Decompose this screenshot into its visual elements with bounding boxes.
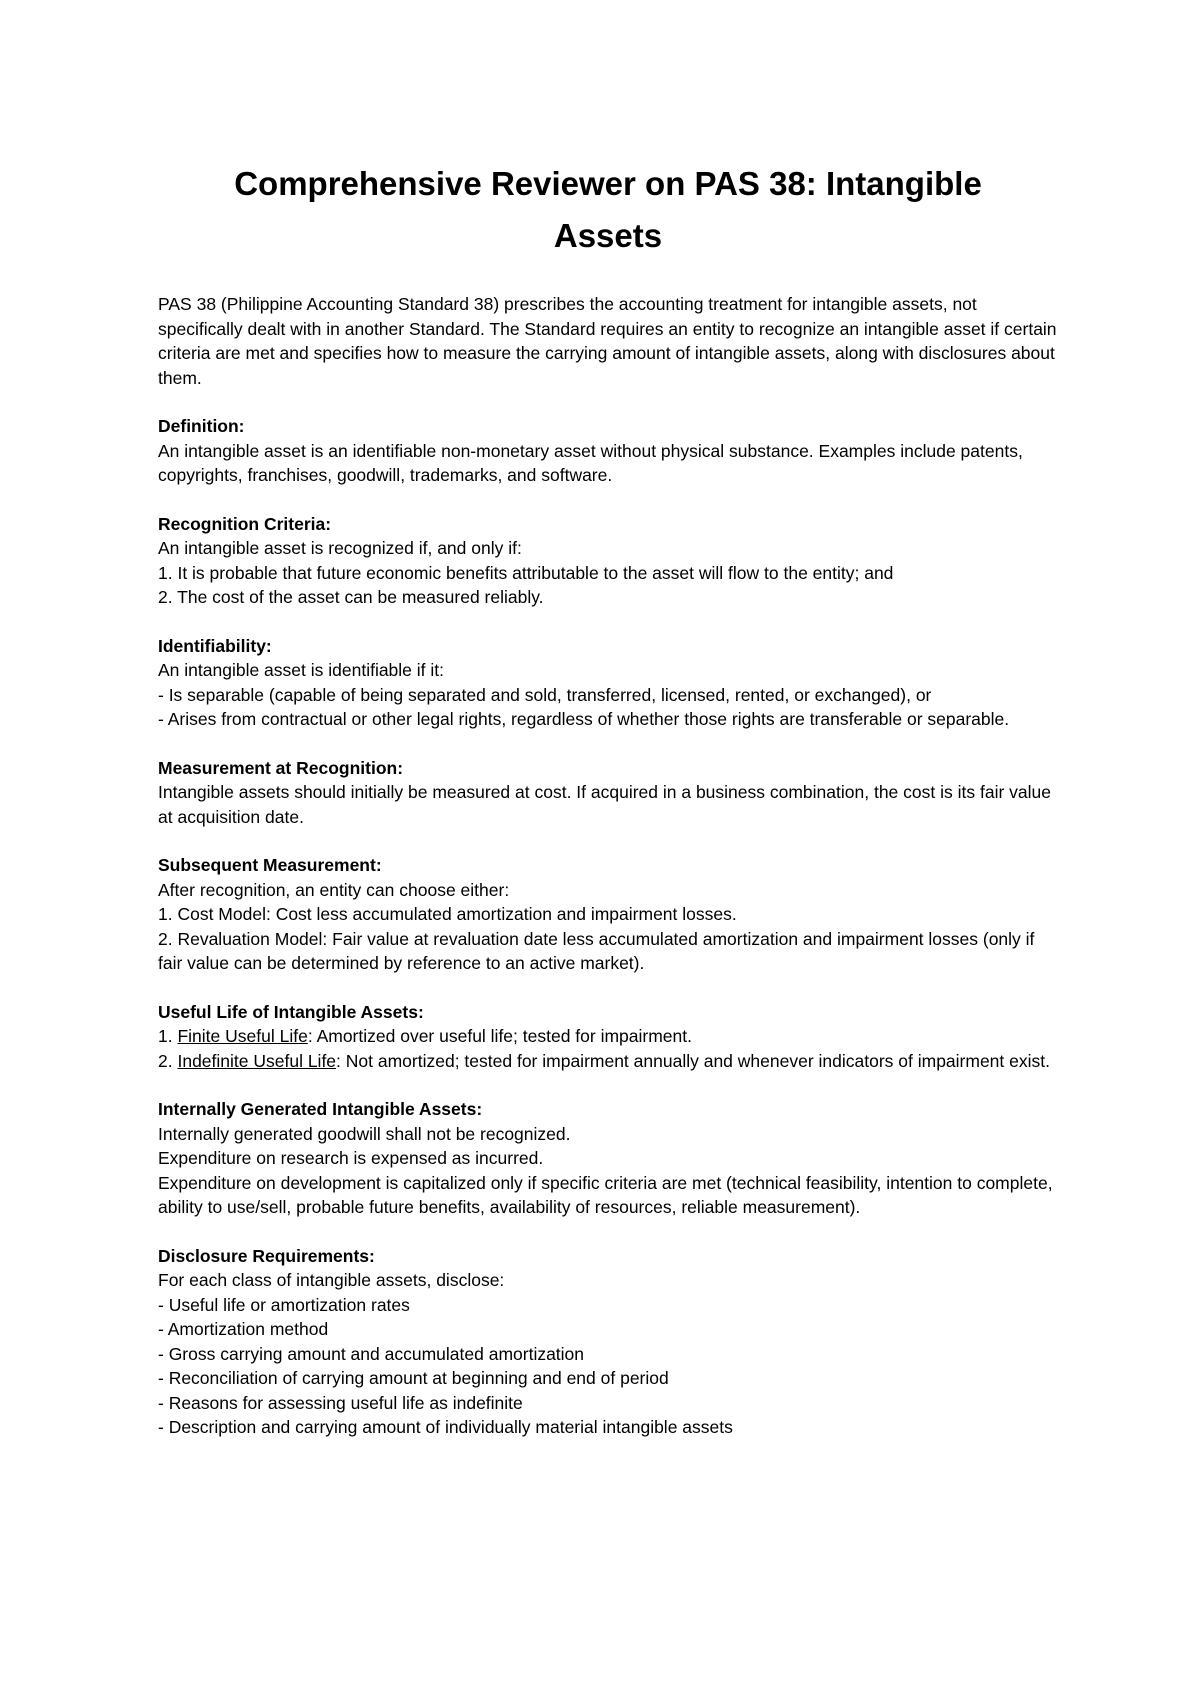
- item-number: 1.: [158, 1026, 178, 1046]
- disclosure-line: - Amortization method: [158, 1319, 329, 1339]
- measurement-recognition-section: [158, 756, 1058, 830]
- identifiability-line: An intangible asset is identifiable if it:: [158, 660, 444, 680]
- document-page: [158, 158, 1058, 1464]
- recognition-line: An intangible asset is recognized if, and only if:: [158, 538, 522, 558]
- item-number: 2.: [158, 1050, 178, 1071]
- disclosure-line: - Useful life or amortization rates: [158, 1294, 410, 1315]
- disclosure-line: - Description and carrying amount of individually material intangible assets: [158, 1417, 733, 1437]
- identifiability-heading: Identifiability:: [158, 635, 272, 656]
- disclosure-line: - Gross carrying amount and accumulated amortization: [158, 1343, 585, 1364]
- identifiability-section: [158, 634, 1058, 732]
- internally-generated-line: Internally generated goodwill shall not be recognized.: [158, 1123, 571, 1144]
- finite-useful-life-term: Finite Useful Life: [177, 1026, 308, 1046]
- disclosure-heading: Disclosure Requirements:: [158, 1245, 375, 1266]
- definition-section: [158, 414, 1058, 488]
- disclosure-section: [158, 1244, 1058, 1440]
- indefinite-useful-life-description: : Not amortized; tested for impairment annually and whenever indicators of impairment exist.: [336, 1050, 1050, 1071]
- subsequent-measurement-heading: Subsequent Measurement:: [158, 855, 382, 875]
- indefinite-useful-life-term: Indefinite Useful Life: [177, 1050, 337, 1071]
- identifiability-line: - Arises from contractual or other legal rights, regardless of whether those rights are transferable or separable.: [158, 709, 1010, 729]
- subsequent-measurement-section: [158, 853, 1058, 976]
- useful-life-item-indefinite: [158, 1049, 1058, 1074]
- subsequent-measurement-line: After recognition, an entity can choose either:: [158, 879, 510, 900]
- internally-generated-section: [158, 1097, 1058, 1220]
- internally-generated-line: Expenditure on research is expensed as incurred.: [158, 1148, 544, 1168]
- subsequent-measurement-line: 2. Revaluation Model: Fair value at revaluation date less accumulated amortization and impairment losses (only if fair value can be determined by reference to an active market).: [158, 928, 1035, 973]
- recognition-line: 2. The cost of the asset can be measured reliably.: [158, 587, 544, 607]
- recognition-line: 1. It is probable that future economic benefits attributable to the asset will flow to the entity; and: [158, 562, 894, 583]
- useful-life-heading: Useful Life of Intangible Assets:: [158, 1001, 424, 1022]
- measurement-recognition-text: Intangible assets should initially be measured at cost. If acquired in a business combination, the cost is its fair value at acquisition date.: [158, 782, 1051, 827]
- subsequent-measurement-line: 1. Cost Model: Cost less accumulated amortization and impairment losses.: [158, 904, 737, 924]
- useful-life-section: [158, 1000, 1058, 1074]
- disclosure-line: - Reconciliation of carrying amount at beginning and end of period: [158, 1368, 669, 1388]
- recognition-section: [158, 512, 1058, 610]
- intro-paragraph: PAS 38 (Philippine Accounting Standard 38) prescribes the accounting treatment for intangible assets, not specifically dealt with in another Standard. The Standard requires an entity to recognize an intangible asset if certain criteria are met and specifies how to measure the carrying amount of intangible assets, along with disclosures about them.: [158, 294, 1057, 388]
- document-title: Comprehensive Reviewer on PAS 38: Intangible Assets: [234, 165, 982, 254]
- identifiability-line: - Is separable (capable of being separated and sold, transferred, licensed, rented, or exchanged), or: [158, 684, 932, 705]
- definition-text: An intangible asset is an identifiable non-monetary asset without physical substance. Examples include patents, copyrights, franchises, goodwill, trademarks, and software.: [158, 440, 1023, 485]
- internally-generated-heading: Internally Generated Intangible Assets:: [158, 1099, 483, 1119]
- measurement-recognition-heading: Measurement at Recognition:: [158, 757, 404, 778]
- disclosure-line: For each class of intangible assets, disclose:: [158, 1270, 505, 1290]
- useful-life-item-finite: [158, 1024, 1058, 1049]
- disclosure-line: - Reasons for assessing useful life as indefinite: [158, 1392, 523, 1413]
- finite-useful-life-description: : Amortized over useful life; tested for impairment.: [307, 1026, 693, 1046]
- definition-heading: Definition:: [158, 416, 245, 436]
- internally-generated-line: Expenditure on development is capitalized only if specific criteria are met (technical feasibility, intention to complete, ability to use/sell, probable future benefits, availability of resources, reliable measurement).: [158, 1172, 1053, 1217]
- recognition-heading: Recognition Criteria:: [158, 513, 332, 534]
